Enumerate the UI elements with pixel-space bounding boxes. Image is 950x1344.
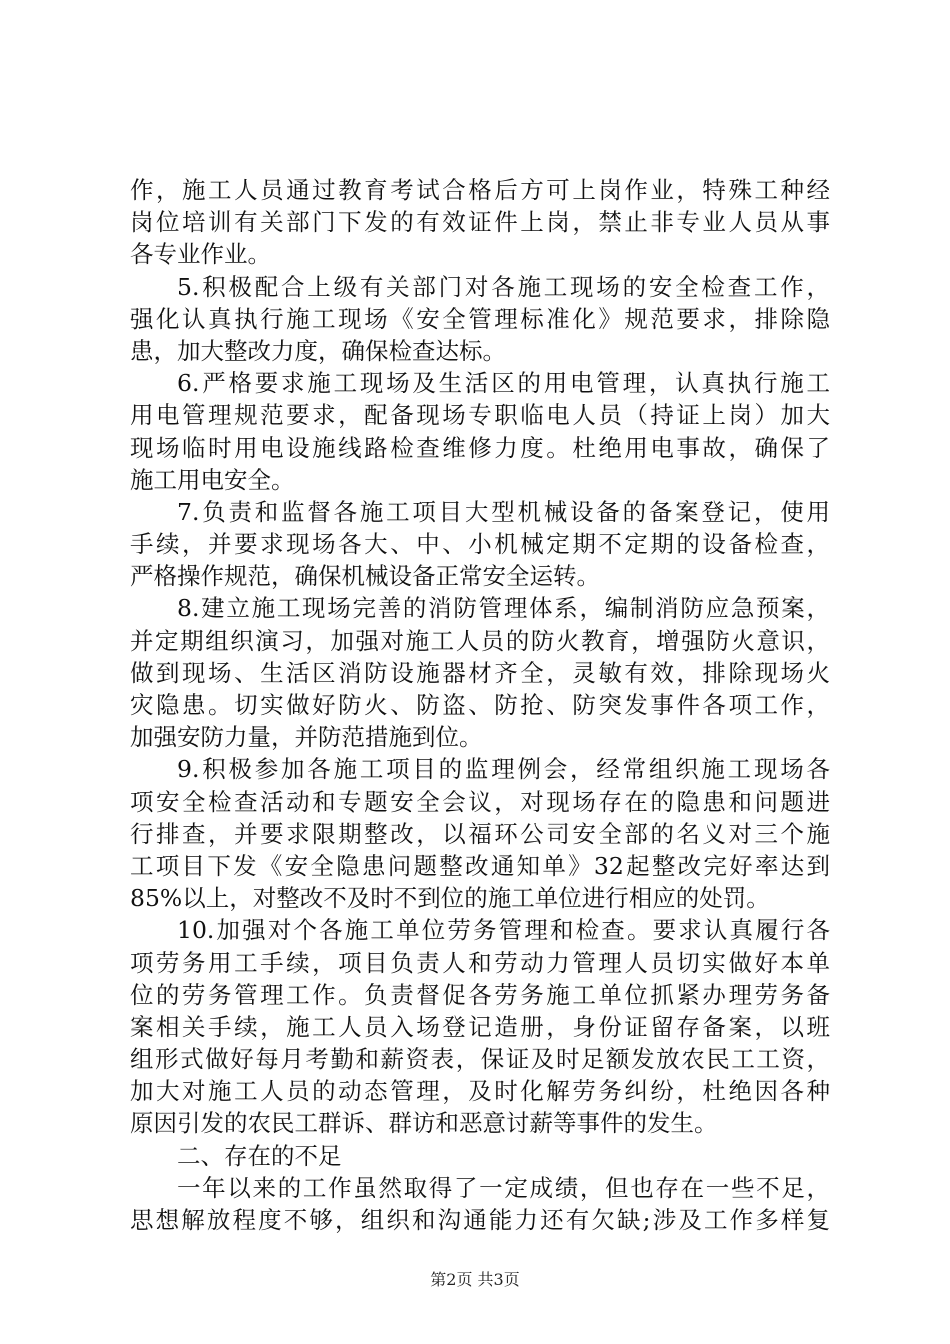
text-line: 并定期组织演习，加强对施工人员的防火教育，增强防火意识， — [130, 626, 830, 655]
text-line: 原因引发的农民工群诉、群访和恶意讨薪等事件的发生。 — [130, 1109, 718, 1138]
text-line: 做到现场、生活区消防设施器材齐全，灵敏有效，排除现场火 — [130, 658, 830, 687]
text-line: 5.积极配合上级有关部门对各施工现场的安全检查工作， — [177, 272, 830, 301]
text-line: 8.建立施工现场完善的消防管理体系，编制消防应急预案， — [177, 594, 830, 623]
text-line: 一年以来的工作虽然取得了一定成绩，但也存在一些不足， — [177, 1173, 830, 1202]
text-line: 现场临时用电设施线路检查维修力度。杜绝用电事故，确保了 — [130, 433, 830, 462]
text-line: 患，加大整改力度，确保检查达标。 — [130, 336, 506, 365]
text-line: 灾隐患。切实做好防火、防盗、防抢、防突发事件各项工作， — [130, 691, 830, 719]
text-line: 案相关手续，施工人员入场登记造册，身份证留存备案，以班 — [130, 1012, 830, 1041]
document-body — [130, 174, 830, 1236]
text-line: 10.加强对个各施工单位劳务管理和检查。要求认真履行各 — [177, 916, 830, 945]
text-line: 用电管理规范要求，配备现场专职临电人员（持证上岗）加大 — [130, 401, 830, 430]
text-line: 作，施工人员通过教育考试合格后方可上岗作业，特殊工种经 — [130, 176, 830, 204]
text-line: 工项目下发《安全隐患问题整改通知单》32起整改完好率达到 — [130, 851, 830, 880]
text-line: 加大对施工人员的动态管理，及时化解劳务纠纷，杜绝因各种 — [130, 1077, 830, 1106]
text-line: 项劳务用工手续，项目负责人和劳动力管理人员切实做好本单 — [130, 948, 830, 977]
text-line: 组形式做好每月考勤和薪资表，保证及时足额发放农民工工资， — [130, 1045, 830, 1074]
text-line: 思想解放程度不够，组织和沟通能力还有欠缺;涉及工作多样复 — [130, 1206, 830, 1234]
page-footer: 第2页 共3页 — [430, 1270, 520, 1289]
text-line: 位的劳务管理工作。负责督促各劳务施工单位抓紧办理劳务备 — [130, 980, 830, 1009]
text-line: 岗位培训有关部门下发的有效证件上岗，禁止非专业人员从事 — [130, 208, 830, 237]
text-line: 各专业作业。 — [130, 240, 271, 269]
text-line: 施工用电安全。 — [130, 465, 295, 494]
text-line: 二、存在的不足 — [177, 1141, 342, 1170]
text-line: 项安全检查活动和专题安全会议，对现场存在的隐患和问题进 — [130, 787, 830, 816]
text-line: 7.负责和监督各施工项目大型机械设备的备案登记，使用 — [177, 497, 830, 526]
text-line: 行排查，并要求限期整改，以福环公司安全部的名义对三个施 — [130, 819, 830, 848]
text-line: 手续，并要求现场各大、中、小机械定期不定期的设备检查， — [130, 530, 830, 559]
text-line: 加强安防力量，并防范措施到位。 — [130, 723, 483, 752]
text-line: 85%以上，对整改不及时不到位的施工单位进行相应的处罚。 — [130, 884, 770, 913]
text-line: 强化认真执行施工现场《安全管理标准化》规范要求，排除隐 — [130, 304, 830, 333]
text-line: 严格操作规范，确保机械设备正常安全运转。 — [130, 562, 600, 591]
text-line: 9.积极参加各施工项目的监理例会，经常组织施工现场各 — [177, 755, 830, 784]
text-line: 6.严格要求施工现场及生活区的用电管理，认真执行施工 — [177, 369, 830, 398]
